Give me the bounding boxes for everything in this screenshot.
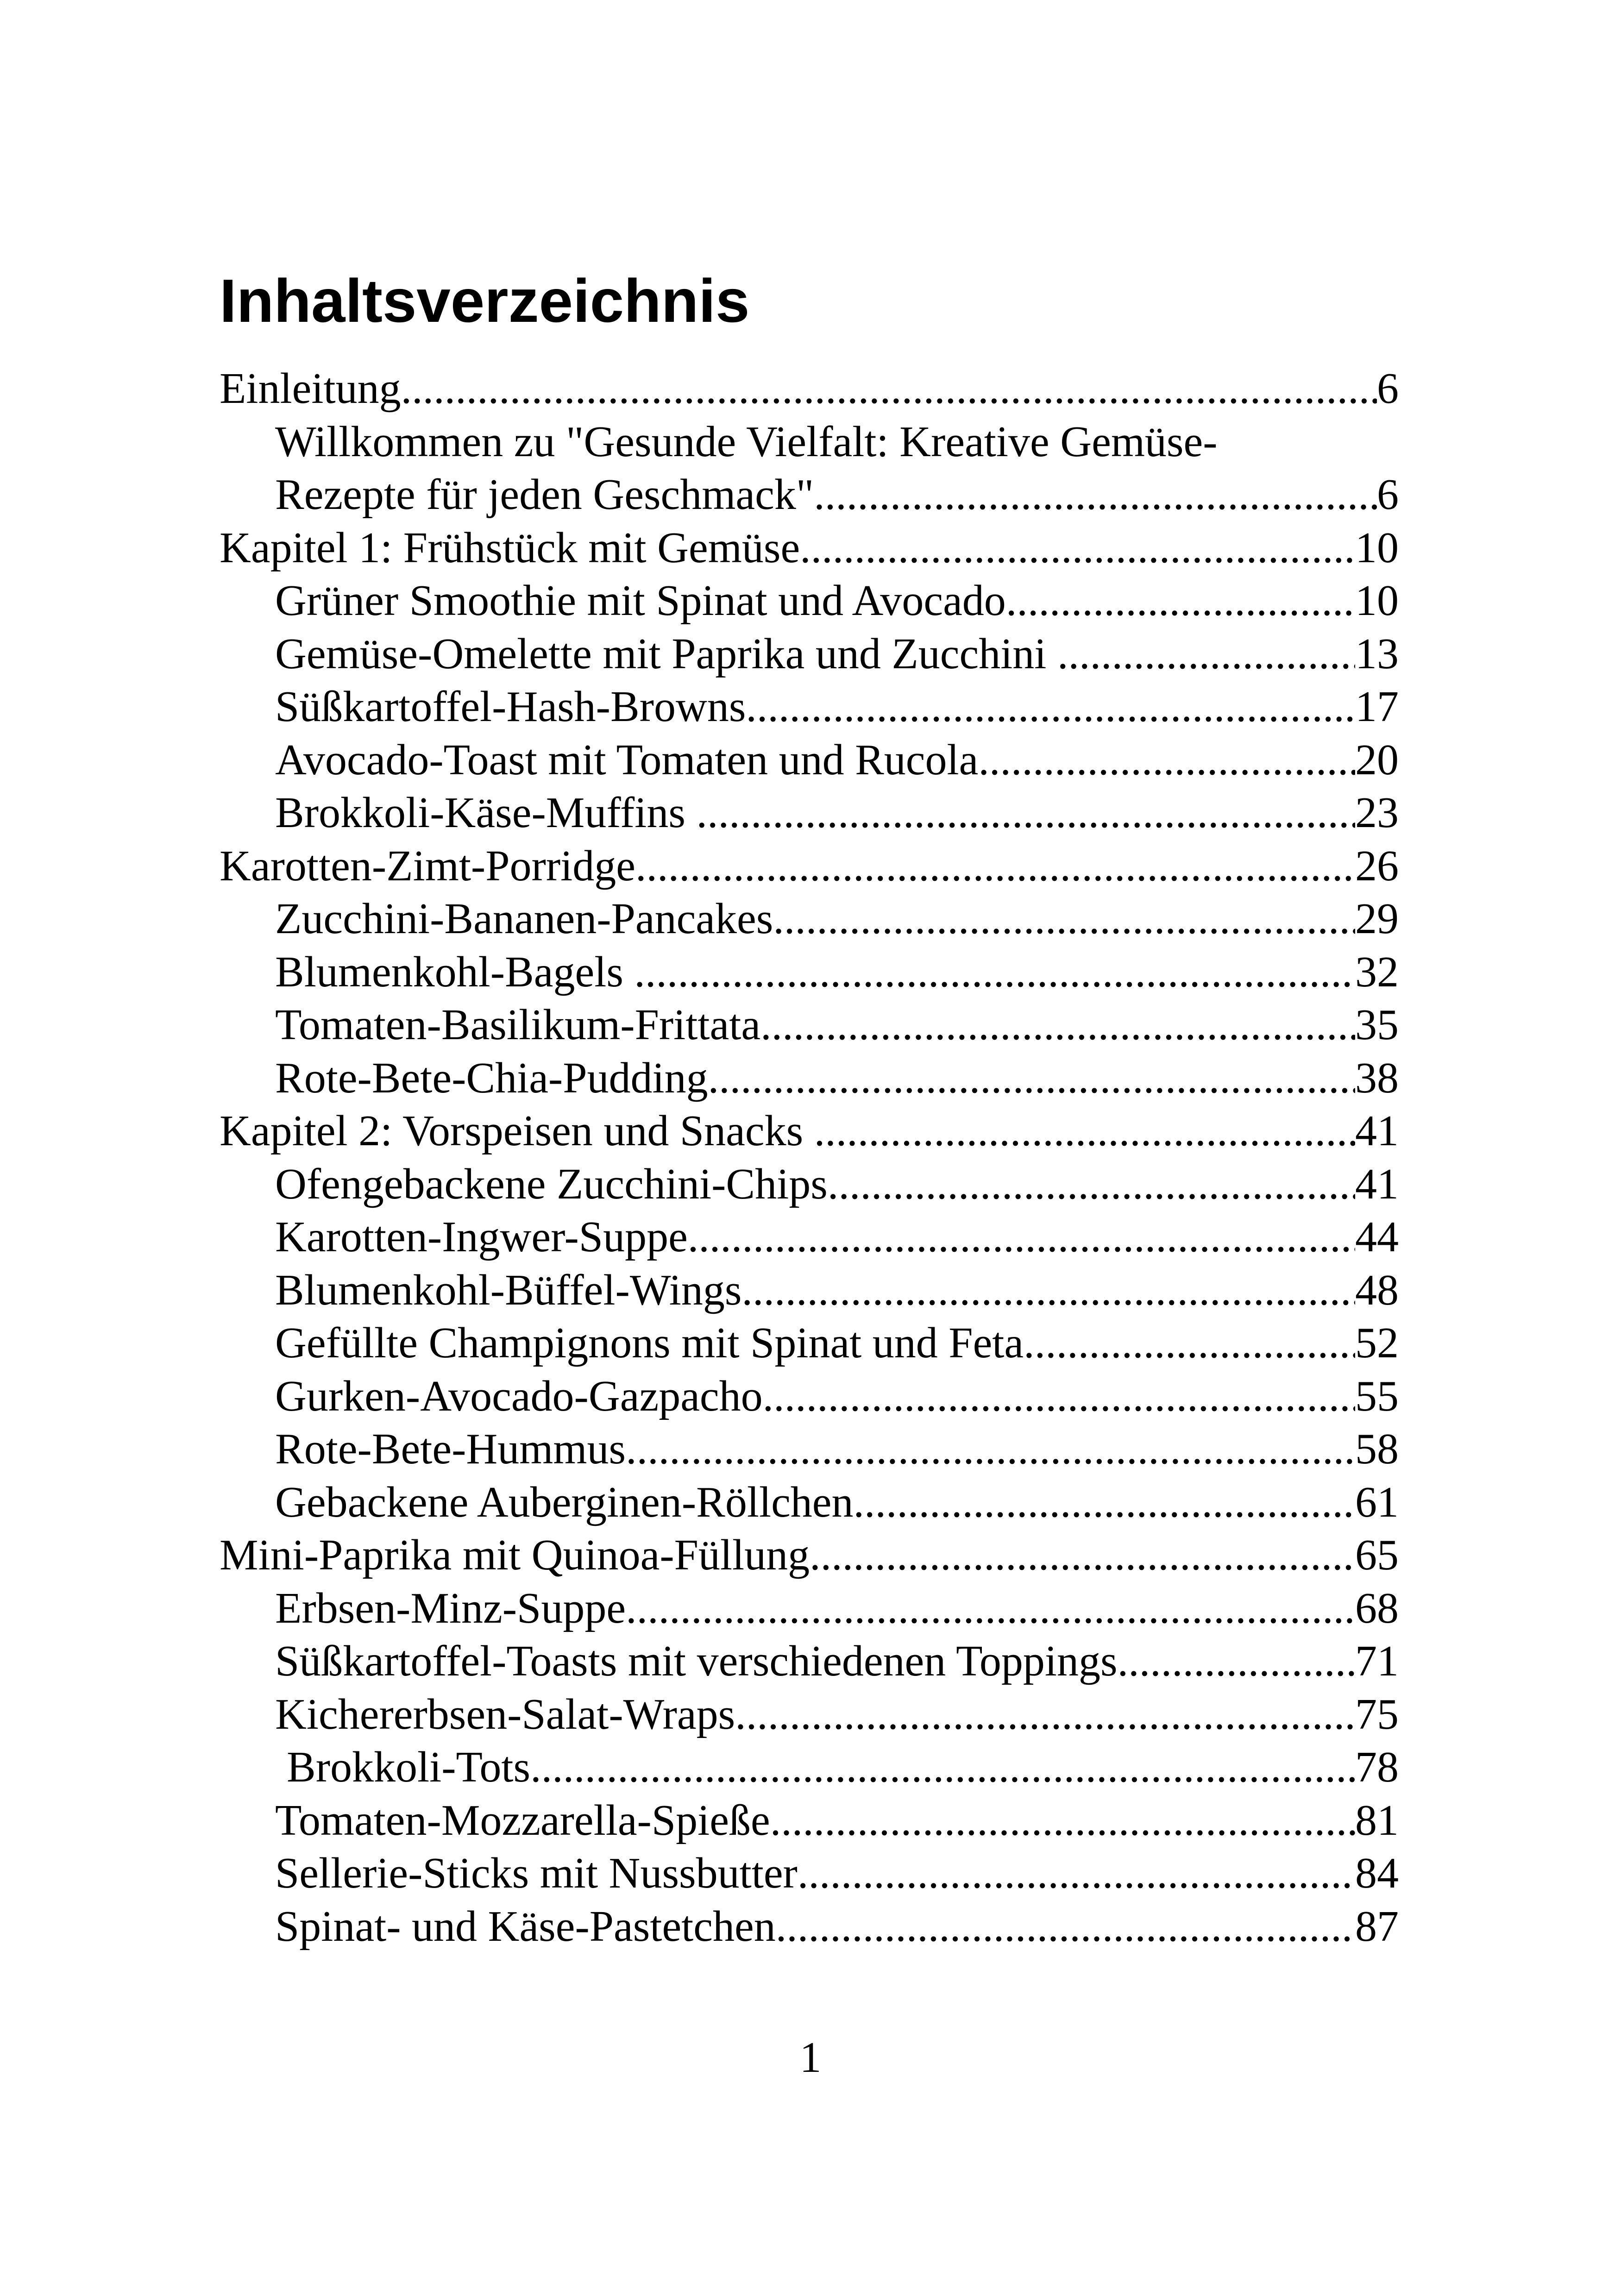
toc-entry[interactable]: [220, 840, 1399, 893]
toc-dot-leader: [776, 1900, 1355, 1953]
toc-entry[interactable]: [220, 1900, 1399, 1953]
toc-entry-label: Rote-Bete-Hummus: [275, 1425, 626, 1473]
toc-entry[interactable]: [220, 1158, 1399, 1211]
toc-entry-label: Rote-Bete-Chia-Pudding: [275, 1054, 708, 1102]
toc-entry-page-number: 41: [1355, 1160, 1399, 1208]
toc-entry-label: Tomaten-Basilikum-Frittata: [275, 1001, 761, 1049]
toc-entry-label: Rezepte für jeden Geschmack": [275, 470, 814, 519]
toc-entry-page-number: 38: [1355, 1054, 1399, 1102]
toc-dot-leader: [746, 680, 1355, 734]
toc-entry-label: Einleitung: [220, 364, 401, 413]
toc-entry[interactable]: [220, 1741, 1399, 1794]
toc-entry-page-number: 44: [1355, 1213, 1399, 1261]
toc-dot-leader: [696, 786, 1355, 840]
toc-dot-leader: [1006, 574, 1355, 627]
toc-dot-leader: [800, 521, 1355, 575]
toc-entry-label: Erbsen-Minz-Suppe: [275, 1584, 626, 1632]
toc-entry-page-number: 32: [1355, 947, 1399, 996]
toc-dot-leader: [626, 1423, 1355, 1476]
toc-entry[interactable]: [220, 1635, 1399, 1688]
toc-dot-leader: [763, 1370, 1355, 1423]
toc-entry-page-number: 20: [1355, 735, 1399, 784]
toc-entry[interactable]: [220, 1529, 1399, 1582]
toc-entry[interactable]: [220, 1794, 1399, 1847]
toc-entry-label: Brokkoli-Käse-Muffins: [275, 789, 697, 837]
toc-entry-label: Tomaten-Mozzarella-Spieße: [275, 1796, 770, 1844]
toc-entry-label: Gemüse-Omelette mit Paprika und Zucchini: [275, 629, 1057, 678]
toc-entry[interactable]: [220, 1476, 1399, 1529]
toc-entry[interactable]: [220, 892, 1399, 946]
toc-entry-page-number: 81: [1355, 1796, 1399, 1844]
toc-entry-label: Gefüllte Champignons mit Spinat und Feta: [275, 1319, 1024, 1367]
toc-entry-label: Willkommen zu "Gesunde Vielfalt: Kreative Gemüse-: [275, 417, 1218, 466]
toc-entry-page-number: 6: [1377, 470, 1399, 519]
toc-dot-leader: [810, 1529, 1355, 1582]
toc-dot-leader: [770, 1794, 1355, 1847]
toc-entry-label: Zucchini-Bananen-Pancakes: [275, 895, 773, 943]
toc-dot-leader: [688, 1211, 1355, 1264]
toc-entry[interactable]: [220, 680, 1399, 734]
toc-dot-leader: [773, 892, 1355, 946]
toc-entry[interactable]: [220, 1582, 1399, 1635]
toc-entry-label: Karotten-Zimt-Porridge: [220, 841, 635, 890]
toc-entry-page-number: 17: [1355, 683, 1399, 731]
toc-dot-leader: [1024, 1317, 1355, 1370]
toc-dot-leader: [708, 1052, 1355, 1105]
toc-entry-page-number: 87: [1355, 1902, 1399, 1951]
toc-entry[interactable]: [220, 574, 1399, 627]
toc-entry[interactable]: [220, 1264, 1399, 1317]
toc-entry-page-number: 61: [1355, 1478, 1399, 1526]
toc-entry[interactable]: [220, 1104, 1399, 1158]
toc-entry[interactable]: [220, 998, 1399, 1052]
toc-entry-label: Kapitel 2: Vorspeisen und Snacks: [220, 1107, 814, 1155]
toc-entry-page-number: 6: [1377, 364, 1399, 413]
toc-entry-label: Kapitel 1: Frühstück mit Gemüse: [220, 523, 800, 572]
toc-entry-page-number: 48: [1355, 1266, 1399, 1314]
toc-entry-label: Süßkartoffel-Hash-Browns: [275, 683, 746, 731]
toc-entry-page-number: 75: [1355, 1690, 1399, 1738]
toc-entry-label: Mini-Paprika mit Quinoa-Füllung: [220, 1531, 810, 1579]
toc-entry-page-number: 68: [1355, 1584, 1399, 1632]
toc-dot-leader: [530, 1741, 1355, 1794]
toc-entry[interactable]: [220, 1052, 1399, 1105]
toc-entry-page-number: 58: [1355, 1425, 1399, 1473]
toc-entry-label: Blumenkohl-Bagels: [275, 947, 635, 996]
toc-entry-label: Avocado-Toast mit Tomaten und Rucola: [275, 735, 979, 784]
toc-entry-label: Spinat- und Käse-Pastetchen: [275, 1902, 776, 1951]
toc-dot-leader: [798, 1847, 1355, 1900]
toc-dot-leader: [741, 1264, 1355, 1317]
toc-entry-page-number: 23: [1355, 789, 1399, 837]
toc-entry-label: Ofengebackene Zucchini-Chips: [275, 1160, 828, 1208]
toc-dot-leader: [828, 1158, 1355, 1211]
toc-dot-leader: [735, 1688, 1355, 1741]
table-of-contents: [220, 362, 1399, 1953]
toc-entry[interactable]: [220, 1423, 1399, 1476]
toc-entry-label: Süßkartoffel-Toasts mit verschiedenen Toppings: [275, 1637, 1118, 1685]
toc-entry[interactable]: [220, 786, 1399, 840]
toc-entry-label: Gurken-Avocado-Gazpacho: [275, 1372, 763, 1420]
toc-entry[interactable]: [220, 415, 1399, 469]
toc-dot-leader: [401, 362, 1377, 415]
toc-entry[interactable]: [220, 362, 1399, 415]
toc-entry-page-number: 35: [1355, 1001, 1399, 1049]
toc-dot-leader: [634, 946, 1355, 999]
toc-entry[interactable]: [220, 734, 1399, 787]
page-title: Inhaltsverzeichnis: [220, 267, 750, 335]
toc-entry[interactable]: [220, 1211, 1399, 1264]
toc-entry-label: Gebackene Auberginen-Röllchen: [275, 1478, 854, 1526]
toc-entry-page-number: 52: [1355, 1319, 1399, 1367]
toc-dot-leader: [814, 1104, 1355, 1158]
toc-entry[interactable]: [220, 1370, 1399, 1423]
toc-dot-leader: [854, 1476, 1355, 1529]
toc-entry-page-number: 29: [1355, 895, 1399, 943]
toc-entry-label: Karotten-Ingwer-Suppe: [275, 1213, 688, 1261]
toc-entry-page-number: 65: [1355, 1531, 1399, 1579]
toc-entry-page-number: 71: [1355, 1637, 1399, 1685]
toc-entry-page-number: 84: [1355, 1849, 1399, 1897]
toc-entry-page-number: 10: [1355, 577, 1399, 625]
toc-entry-label: Grüner Smoothie mit Spinat und Avocado: [275, 577, 1006, 625]
toc-entry-label: Brokkoli-Tots: [287, 1743, 531, 1791]
toc-entry[interactable]: [220, 468, 1399, 521]
toc-dot-leader: [635, 840, 1355, 893]
toc-entry-page-number: 13: [1355, 629, 1399, 678]
toc-entry-label: Sellerie-Sticks mit Nussbutter: [275, 1849, 798, 1897]
toc-dot-leader: [1118, 1635, 1355, 1688]
toc-dot-leader: [978, 734, 1355, 787]
toc-dot-leader: [814, 468, 1377, 521]
toc-entry-page-number: 26: [1355, 841, 1399, 890]
toc-entry-page-number: 78: [1355, 1743, 1399, 1791]
toc-entry-page-number: 41: [1355, 1107, 1399, 1155]
toc-entry[interactable]: [220, 946, 1399, 999]
toc-entry[interactable]: [220, 627, 1399, 681]
toc-entry[interactable]: [220, 521, 1399, 575]
toc-entry[interactable]: [220, 1688, 1399, 1741]
toc-dot-leader: [626, 1582, 1355, 1635]
toc-entry-page-number: 10: [1355, 523, 1399, 572]
toc-dot-leader: [760, 998, 1355, 1052]
toc-entry[interactable]: [220, 1847, 1399, 1900]
toc-dot-leader: [1057, 627, 1355, 681]
toc-entry[interactable]: [220, 1317, 1399, 1370]
toc-entry-label: Blumenkohl-Büffel-Wings: [275, 1266, 742, 1314]
page-number: 1: [799, 2033, 822, 2082]
toc-entry-label: Kichererbsen-Salat-Wraps: [275, 1690, 735, 1738]
toc-entry-page-number: 55: [1355, 1372, 1399, 1420]
